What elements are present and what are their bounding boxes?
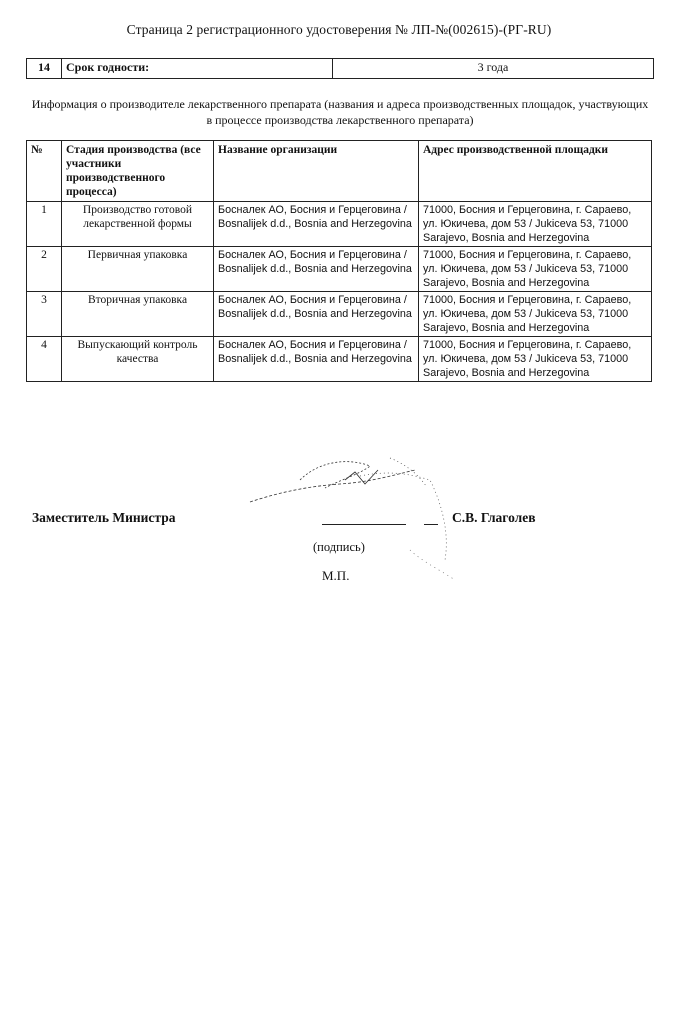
row-stage: Выпускающий контроль качества: [62, 337, 214, 382]
signatory-position: Заместитель Министра: [32, 510, 176, 525]
row-stage: Первичная упаковка: [62, 247, 214, 292]
table-row: [27, 292, 652, 337]
manufacturers-table: [26, 140, 652, 382]
header-stage: Стадия производства (все участники производственного процесса): [62, 141, 214, 202]
page-title: Страница 2 регистрационного удостоверения № ЛП-№(002615)-(РГ-RU): [126, 22, 552, 37]
header-organization: Название организации: [214, 141, 419, 202]
row-address: 71000, Босния и Герцеговина, г. Сараево, ул. Юкичева, дом 53 / Jukiceva 53, 71000 Sarajevo, Bosnia and Herzegovina: [419, 292, 652, 337]
header-address: Адрес производственной площадки: [419, 141, 652, 202]
signature-scribble: [240, 440, 470, 600]
row-stage: Вторичная упаковка: [62, 292, 214, 337]
table-row: [27, 59, 654, 79]
row-num: 2: [27, 247, 62, 292]
row-organization: Босналек АО, Босния и Герцеговина / Bosnalijek d.d., Bosnia and Herzegovina: [214, 337, 419, 382]
signatory-name: С.В. Глаголев: [452, 510, 536, 525]
row-num: 1: [27, 202, 62, 247]
row-stage: Производство готовой лекарственной формы: [62, 202, 214, 247]
row-num: 3: [27, 292, 62, 337]
table-row: [27, 202, 652, 247]
row-address: 71000, Босния и Герцеговина, г. Сараево, ул. Юкичева, дом 53 / Jukiceva 53, 71000 Sarajevo, Bosnia and Herzegovina: [419, 247, 652, 292]
table-row: [27, 247, 652, 292]
row-num: 4: [27, 337, 62, 382]
manufacturer-info-text: Информация о производителе лекарственного препарата (названия и адреса производственных площадок, участвующих в процессе производства лекарственного препарата): [31, 97, 649, 127]
seal-label: М.П.: [322, 568, 350, 583]
shelf-life-table: [26, 58, 654, 79]
shelf-life-label: Срок годности:: [62, 59, 333, 79]
table-header-row: [27, 141, 652, 202]
row-organization: Босналек АО, Босния и Герцеговина / Bosnalijek d.d., Bosnia and Herzegovina: [214, 292, 419, 337]
row-organization: Босналек АО, Босния и Герцеговина / Bosnalijek d.d., Bosnia and Herzegovina: [214, 202, 419, 247]
signature-line: [322, 524, 406, 525]
shelf-life-value: 3 года: [333, 59, 654, 79]
row-address: 71000, Босния и Герцеговина, г. Сараево, ул. Юкичева, дом 53 / Jukiceva 53, 71000 Sarajevo, Bosnia and Herzegovina: [419, 337, 652, 382]
row-organization: Босналек АО, Босния и Герцеговина / Bosnalijek d.d., Bosnia and Herzegovina: [214, 247, 419, 292]
signature-caption: (подпись): [313, 540, 365, 554]
header-num: №: [27, 141, 62, 202]
shelf-life-number: 14: [27, 59, 62, 79]
signature-line-short: [424, 524, 438, 525]
row-address: 71000, Босния и Герцеговина, г. Сараево, ул. Юкичева, дом 53 / Jukiceva 53, 71000 Sarajevo, Bosnia and Herzegovina: [419, 202, 652, 247]
table-row: [27, 337, 652, 382]
